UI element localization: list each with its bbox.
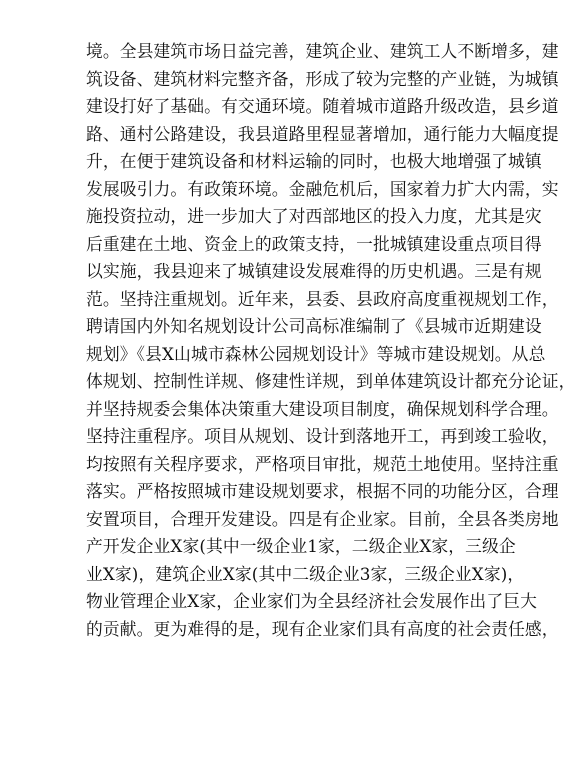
text-line: 路、通村公路建设，我县道路里程显著增加，通行能力大幅度提 — [86, 123, 559, 144]
text-line: 并坚持规委会集体决策重大建设项目制度，确保规划科学合理。 — [86, 398, 559, 419]
text-line: 聘请国内外知名规划设计公司高标准编制了《县城市近期建设 — [86, 316, 542, 336]
text-line: 范。坚持注重规划。近年来，县委、县政府高度重视规划工作， — [86, 288, 559, 309]
text-line: 产开发企业X家(其中一级企业1家，二级企业X家，三级企 — [86, 536, 516, 556]
text-line: 后重建在土地、资金上的政策支持，一批城镇建设重点项目得 — [86, 233, 542, 254]
text-line: 物业管理企业X家，企业家们为全县经济社会发展作出了巨大 — [86, 591, 537, 611]
text-line: 业X家)，建筑企业X家(其中二级企业3家，三级企业X家)， — [86, 563, 525, 584]
text-line: 升，在便于建筑设备和材料运输的同时，也极大地增强了城镇 — [86, 151, 542, 171]
text-line: 坚持注重程序。项目从规划、设计到落地开工，再到竣工验收， — [86, 426, 559, 446]
text-line: 筑设备、建筑材料完整齐备，形成了较为完整的产业链，为城镇 — [86, 68, 559, 89]
text-line: 以实施，我县迎来了城镇建设发展难得的历史机遇。三是有规 — [86, 261, 542, 281]
text-line: 均按照有关程序要求，严格项目审批，规范土地使用。坚持注重 — [86, 453, 559, 474]
text-line: 的贡献。更为难得的是，现有企业家们具有高度的社会责任感， — [86, 618, 559, 639]
text-line: 落实。严格按照城市建设规划要求，根据不同的功能分区，合理 — [86, 481, 559, 501]
text-line: 规划》《县X山城市森林公园规划设计》等城市建设规划。从总 — [86, 343, 546, 364]
text-line: 安置项目，合理开发建设。四是有企业家。目前，全县各类房地 — [86, 508, 559, 529]
text-line: 建设打好了基础。有交通环境。随着城市道路升级改造，县乡道 — [86, 96, 559, 116]
text-line: 施投资拉动，进一步加大了对西部地区的投入力度，尤其是灾 — [86, 206, 542, 226]
text-line: 体规划、控制性详规、修建性详规，到单体建筑设计都充分论证， — [86, 371, 576, 391]
text-line: 境。全县建筑市场日益完善，建筑企业、建筑工人不断增多，建 — [86, 41, 559, 61]
body-text — [86, 38, 576, 643]
text-line: 发展吸引力。有政策环境。金融危机后，国家着力扩大内需，实 — [86, 178, 559, 199]
